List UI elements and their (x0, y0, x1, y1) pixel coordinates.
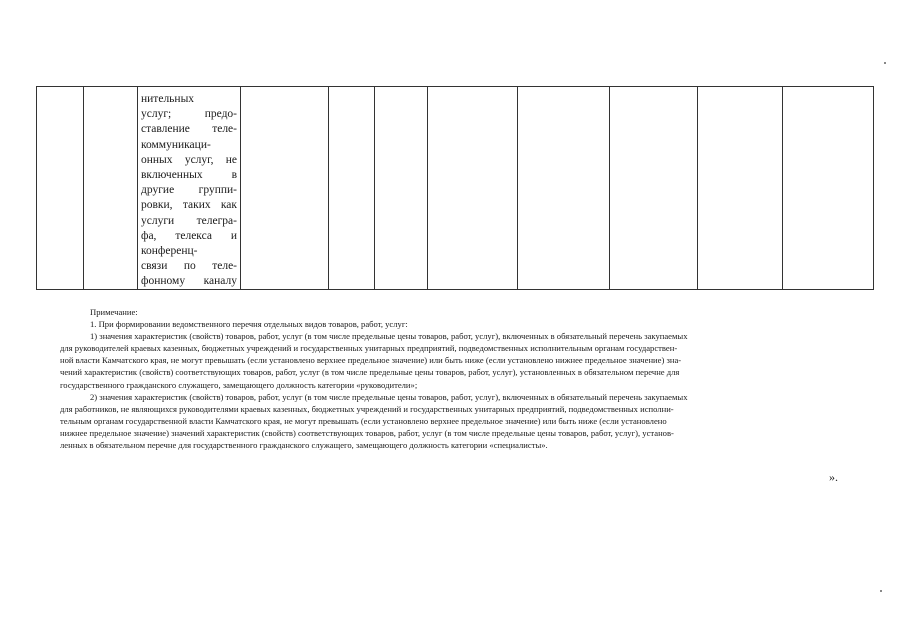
cell-line: конференц- (141, 245, 198, 258)
cell-line: включенных в (141, 169, 237, 182)
service-description-cell (141, 92, 237, 290)
note-item1-line: 1) значения характеристик (свойств) товаров, работ, услуг (в том числе предельные цены товаров, работ, услуг), включенных в обязательный перечень закупаемых (90, 331, 688, 342)
column-divider (374, 87, 375, 289)
column-divider (328, 87, 329, 289)
cell-line: другие группи- (141, 184, 237, 197)
closing-quote-mark: ». (829, 470, 838, 484)
scan-speck (884, 62, 886, 64)
note-block (60, 306, 842, 451)
note-item1-line: для руководителей краевых казенных, бюджетных учреждений и государственных унитарных предприятий, подведомственных исполнительным органам государствен- (60, 343, 678, 354)
column-divider (697, 87, 698, 289)
cell-line: связи по теле- (141, 260, 237, 273)
cell-line: услуги телегра- (141, 214, 237, 227)
note-item1-line: чений характеристик (свойств) соответствующих товаров, работ, услуг (в том числе предельные цены товаров, работ, услуг), установленных в обязательном перечне для (60, 367, 680, 378)
note-title: Примечание: (90, 307, 138, 317)
note-item2-line: ленных в обязательном перечне для государственного гражданского служащего, замещающего должность категории «специалисты». (60, 440, 548, 451)
table-continuation (36, 86, 874, 290)
column-divider (609, 87, 610, 289)
cell-line: коммуникаци- (141, 138, 211, 151)
note-item1-line: государственного гражданского служащего, замещающего должность категории «руководители»; (60, 379, 418, 390)
column-divider (240, 87, 241, 289)
note-intro: 1. При формировании ведомственного перечня отдельных видов товаров, работ, услуг: (90, 319, 408, 330)
note-item2-line: тельным органам государственной власти Камчатского края, не могут превышать (если установлено верхнее предельное значение) или быть ниже (если установлено (60, 415, 667, 426)
cell-line: услуг; предо- (141, 108, 237, 121)
cell-line: ставление теле- (141, 123, 237, 136)
column-divider (83, 87, 84, 289)
column-divider (517, 87, 518, 289)
column-divider (427, 87, 428, 289)
note-item1-line: ной власти Камчатского края, не могут превышать (если установлено верхнее предельное значение) или быть ниже (если установлено нижнее предельное значение) зна- (60, 355, 682, 366)
note-item2-line: 2) значения характеристик (свойств) товаров, работ, услуг (в том числе предельные цены товаров, работ, услуг), включенных в обязательный перечень закупаемых (90, 391, 688, 402)
cell-line: нительных (141, 93, 195, 105)
column-divider (782, 87, 783, 289)
cell-line: онных услуг, не (141, 153, 237, 166)
column-divider (137, 87, 138, 289)
scan-speck (880, 590, 882, 592)
cell-line: фонному каналу (141, 275, 237, 288)
note-item2-line: для работников, не являющихся руководителями краевых казенных, бюджетных учреждений и государственных унитарных предприятий, подведомственных исполни- (60, 403, 674, 414)
note-item2-line: нижнее предельное значение) значений характеристик (свойств) соответствующих товаров, работ, услуг (в том числе предельные цены товаров, работ, услуг), установ- (60, 427, 674, 438)
cell-line: ровки, таких как (141, 199, 237, 212)
cell-line: фа, телекса и (141, 229, 237, 242)
